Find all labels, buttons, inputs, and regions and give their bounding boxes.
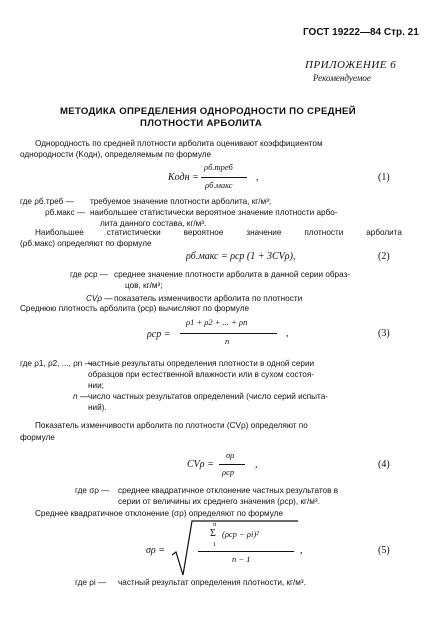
formula-2-number: (2) (378, 251, 390, 262)
formula-5-number: (5) (378, 545, 390, 556)
formula-1-fraction-bar (201, 177, 247, 178)
formula-5-sum-lower: 1 (213, 541, 217, 548)
where-2-symbol-2: CVρ — (86, 294, 113, 303)
page-title-line-1: МЕТОДИКА ОПРЕДЕЛЕНИЯ ОДНОРОДНОСТИ ПО СРЕДНЕЙ (60, 106, 356, 117)
formula-4-numerator: σρ (226, 450, 235, 460)
where-3-symbol: где ρ1, ρ2, ..., ρn — (20, 359, 93, 368)
para-3: Среднюю плотность арболита (ρср) вычисляют по формуле (20, 304, 250, 313)
where-2-text-2: показатель изменчивости арболита по плотности (114, 294, 303, 303)
para-2-word: статистически (106, 228, 161, 237)
appendix-status: Рекомендуемое (313, 73, 371, 83)
intro-line-1: Однородность по средней плотности арболита оценивают коэффициентом (35, 139, 323, 148)
formula-1-number: (1) (378, 172, 390, 183)
standard-reference: ГОСТ 19222—84 Стр. 21 (303, 27, 419, 38)
formula-3-number: (3) (378, 328, 390, 339)
where-4-symbol: где σρ — (75, 486, 110, 495)
formula-4-fraction-bar (219, 464, 245, 465)
where-3-symbol-2: n — (73, 392, 89, 401)
where-4-text-1a: среднее квадратичное отклонение частных результатов в (118, 486, 339, 495)
formula-5-sum-upper: n (213, 521, 217, 528)
formula-5-sum-symbol: Σ (210, 528, 216, 539)
formula-5-denominator: n − 1 (232, 554, 251, 564)
formula-4-lhs: CVρ = (187, 459, 214, 470)
appendix-label: ПРИЛОЖЕНИЕ 6 (305, 59, 397, 71)
where-1-symbol: где ρб.треб — (20, 197, 74, 206)
where-2-symbol: где ρср — (70, 270, 108, 279)
formula-3-comma: , (286, 328, 289, 339)
where-3-text-1a: частные результаты определения плотности в одной серии (88, 359, 315, 368)
where-1-text-2b: лита данного состава, кг/м³. (100, 219, 207, 228)
where-2-text-1b: цов, кг/м³; (125, 281, 163, 290)
formula-1-denominator: ρб.макс (205, 180, 233, 190)
para-4-line-2: формуле (20, 433, 55, 442)
where-4-text-1b: серии от величины их среднего значения (ρср), кг/м³. (118, 497, 320, 506)
formula-3-numerator: ρ1 + ρ2 + ... + ρn (186, 317, 248, 327)
formula-4-number: (4) (378, 459, 390, 470)
where-3-text-2a: число частных результатов определений (число серий испыта- (88, 392, 328, 401)
where-2-text-1a: среднее значение плотности арболита в данной серии образ- (114, 270, 351, 279)
formula-5-lhs: σρ = (146, 545, 165, 556)
formula-1-numerator: ρб.треб (204, 162, 233, 172)
where-5-text: частный результат определения плотности, кг/м³. (118, 578, 306, 587)
para-2-word: значение (246, 228, 282, 237)
where-1-text: требуемое значение плотности арболита, кг/м³; (90, 197, 272, 206)
formula-1-comma: , (256, 172, 259, 183)
radical-sign-icon (170, 519, 300, 579)
where-1-symbol-2: ρб.макс — (45, 208, 86, 217)
para-2-line-2: (ρб.макс) определяют по формуле (20, 239, 152, 248)
formula-5-comma: , (300, 545, 303, 556)
formula-2-expression: ρб.макс = ρср (1 + 3CVρ), (186, 251, 296, 262)
para-2-word: арболита (366, 228, 402, 237)
formula-5-sum-term: (ρср − ρi)² (222, 529, 259, 539)
page-title-line-2: ПЛОТНОСТИ АРБОЛИТА (140, 118, 263, 129)
para-2-word: плотности (304, 228, 344, 237)
formula-5-fraction-bar (198, 551, 294, 552)
formula-1-lhs: Kодн = (168, 172, 199, 183)
where-1-text-2a: наибольшее статистически вероятное значение плотности арбо- (90, 208, 338, 217)
formula-3-fraction-bar (180, 333, 277, 334)
intro-line-2: однородности (Kодн), определяемым по формуле (20, 150, 212, 159)
formula-4-denominator: ρср (222, 467, 235, 477)
where-5-symbol: где ρi — (75, 578, 107, 587)
para-4-line-1: Показатель изменчивости арболита по плотности (CVρ) определяют по (35, 421, 308, 430)
formula-3-denominator: n (225, 336, 230, 346)
para-2-word: Наибольшее (35, 228, 84, 237)
para-2-line-1 (35, 228, 402, 237)
para-5: Среднее квадратичное отклонение (σρ) определяют по формуле (35, 509, 284, 518)
formula-3-lhs: ρср = (147, 329, 171, 340)
where-3-text-1c: нии; (88, 381, 104, 390)
where-3-text-1b: образцов при естественной влажности или в сухом состоя- (88, 370, 314, 379)
formula-4-comma: , (255, 459, 258, 470)
para-2-word: вероятное (183, 228, 224, 237)
where-3-text-2b: ний). (88, 403, 107, 412)
